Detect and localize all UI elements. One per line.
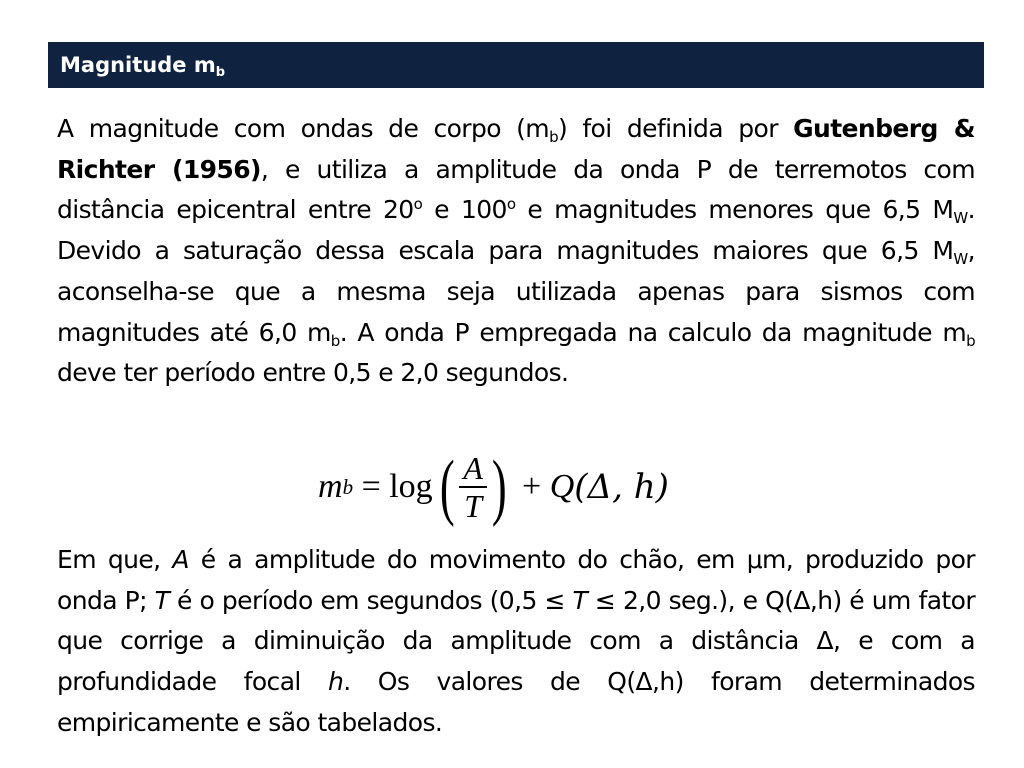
paragraph-explanation: Em que, A é a amplitude do movimento do chão, em μm, produzido por onda P; T é o período em segundos (0,5 ≤ T ≤ 2,0 seg.), e Q(Δ,h) é um fator que corrige a diminuição da amplitude com a distância Δ, e com a profundidade focal h. Os valores de Q(Δ,h) foram determinados empiricamente e são tabelados. [57, 545, 975, 737]
paragraph-definition: A magnitude com ondas de corpo $(m_b)$ foi definida por Gutenberg & Richter (1956), e utiliza a amplitude da onda P de terremotos com distância epicentral entre 20$^o$ e 100$^o$ e magnitudes menores que 6,5 $M_W$. Devido a saturação dessa escala para magnitudes maiores que 6,5 $M_W$, aconselha-se que a mesma seja utilizada apenas para sismos com magnitudes até 6,0 $m_b$. A onda P empregada na calculo da magnitude $m_b$ deve ter período entre 0,5 e 2,0 segundos. [57, 114, 975, 388]
fraction-denominator: T [464, 488, 483, 524]
slide-title: Magnitude $m_b$ [60, 53, 226, 80]
slide-title-bar [48, 42, 984, 88]
title-subscript: b [215, 65, 226, 80]
citation-gutenberg-richter: Gutenberg & Richter (1956) [57, 114, 975, 184]
left-paren: ( [439, 446, 455, 528]
fraction [459, 450, 487, 524]
fraction-numerator: A [459, 450, 487, 488]
magnitude-formula: m b = log ( $\frac{A}{T}$ ) + Q (Δ, h) [318, 446, 669, 528]
fraction-group [435, 446, 512, 528]
right-paren: ) [491, 446, 507, 528]
